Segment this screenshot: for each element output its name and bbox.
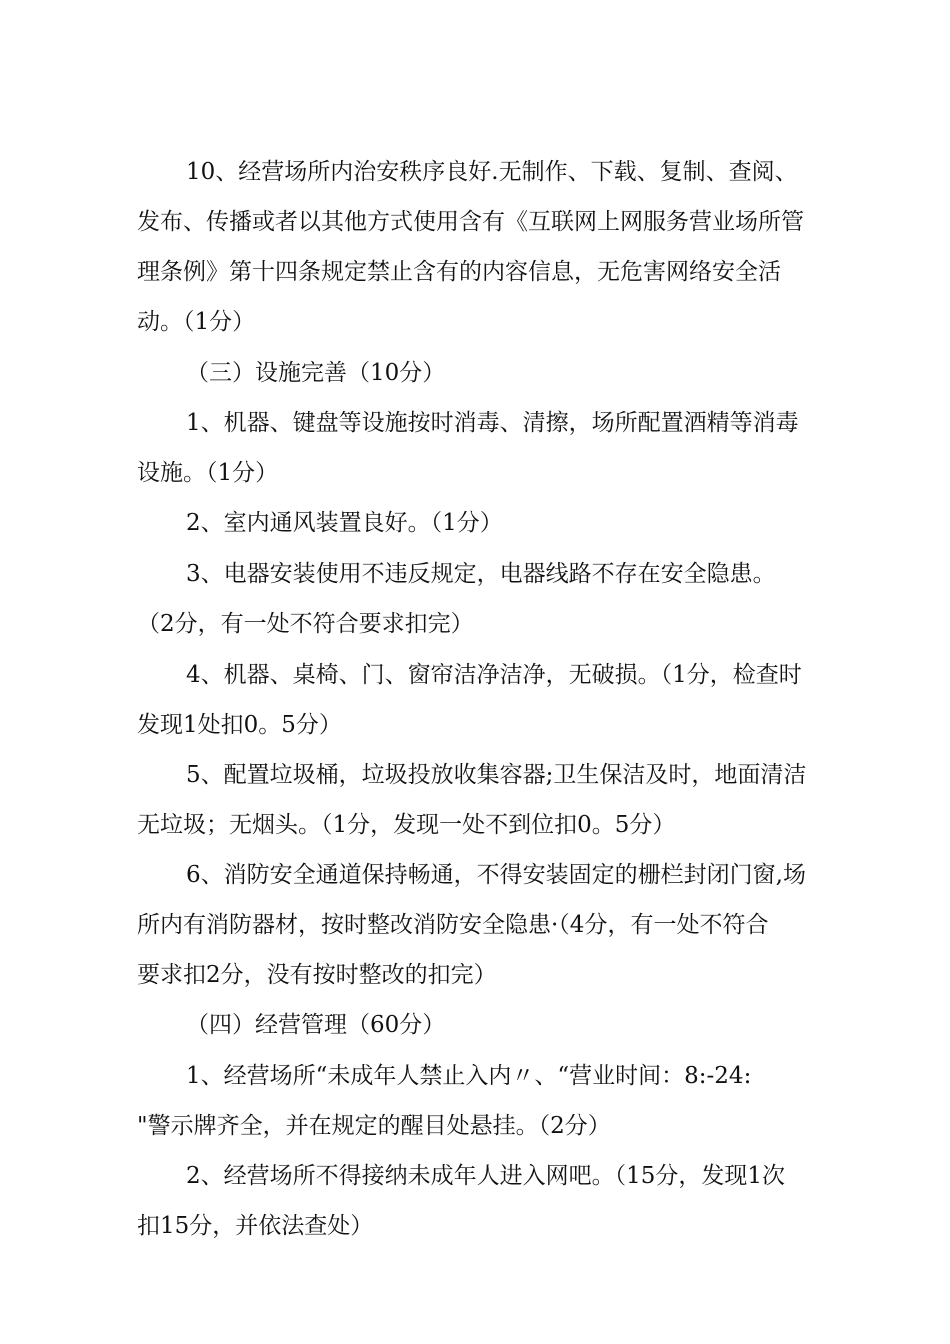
item-5-line-1: 5、配置垃圾桶，垃圾投放收集容器;卫生保洁及时，地面清洁 [186, 762, 807, 788]
item-3-line-1: 3、电器安装使用不违反规定，电器线路不存在安全隐患。 [186, 561, 776, 587]
item-4-line-2: 发现1处扣0。5分） [137, 712, 342, 738]
item-4-line-1: 4、机器、桌椅、门、窗帘洁净洁净，无破损。（1分，检查时 [186, 662, 802, 688]
item-1-line-2: 设施。（1分） [137, 460, 279, 486]
section-heading-facilities: （三）设施完善（10分） [186, 360, 446, 386]
mgmt-item-2-line-1: 2、经营场所不得接纳未成年人进入网吧。（15分，发现1次 [186, 1163, 786, 1189]
paragraph-10-line-3: 理条例》第十四条规定禁止含有的内容信息，无危害网络安全活 [137, 259, 781, 285]
mgmt-item-1-line-2: "警示牌齐全，并在规定的醒目处悬挂。（2分） [137, 1113, 611, 1139]
paragraph-10-line-1: 10、经营场所内治安秩序良好.无制作、下载、复制、查阅、 [186, 159, 798, 185]
item-5-line-2: 无垃圾；无烟头。（1分，发现一处不到位扣0。5分） [137, 812, 676, 838]
paragraph-10-line-2: 发布、传播或者以其他方式使用含有《互联网上网服务营业场所管 [137, 209, 804, 235]
item-6-line-2: 所内有消防器材，按时整改消防安全隐患·（4分，有一处不符合 [137, 912, 769, 938]
item-6-line-3: 要求扣2分，没有按时整改的扣完） [137, 962, 497, 988]
section-heading-management: （四）经营管理（60分） [186, 1012, 446, 1038]
item-2-line-1: 2、室内通风装置良好。（1分） [186, 510, 503, 536]
item-1-line-1: 1、机器、键盘等设施按时消毒、清擦，场所配置酒精等消毒 [186, 410, 799, 436]
paragraph-10-line-4: 动。（1分） [137, 309, 256, 335]
mgmt-item-1-line-1: 1、经营场所“未成年人禁止入内〃、“营业时间：8:-24: [186, 1063, 752, 1089]
item-3-line-2: （2分，有一处不符合要求扣完） [137, 611, 474, 637]
item-6-line-1: 6、消防安全通道保持畅通，不得安装固定的栅栏封闭门窗,场 [186, 862, 806, 888]
mgmt-item-2-line-2: 扣15分，并依法查处） [137, 1213, 374, 1239]
